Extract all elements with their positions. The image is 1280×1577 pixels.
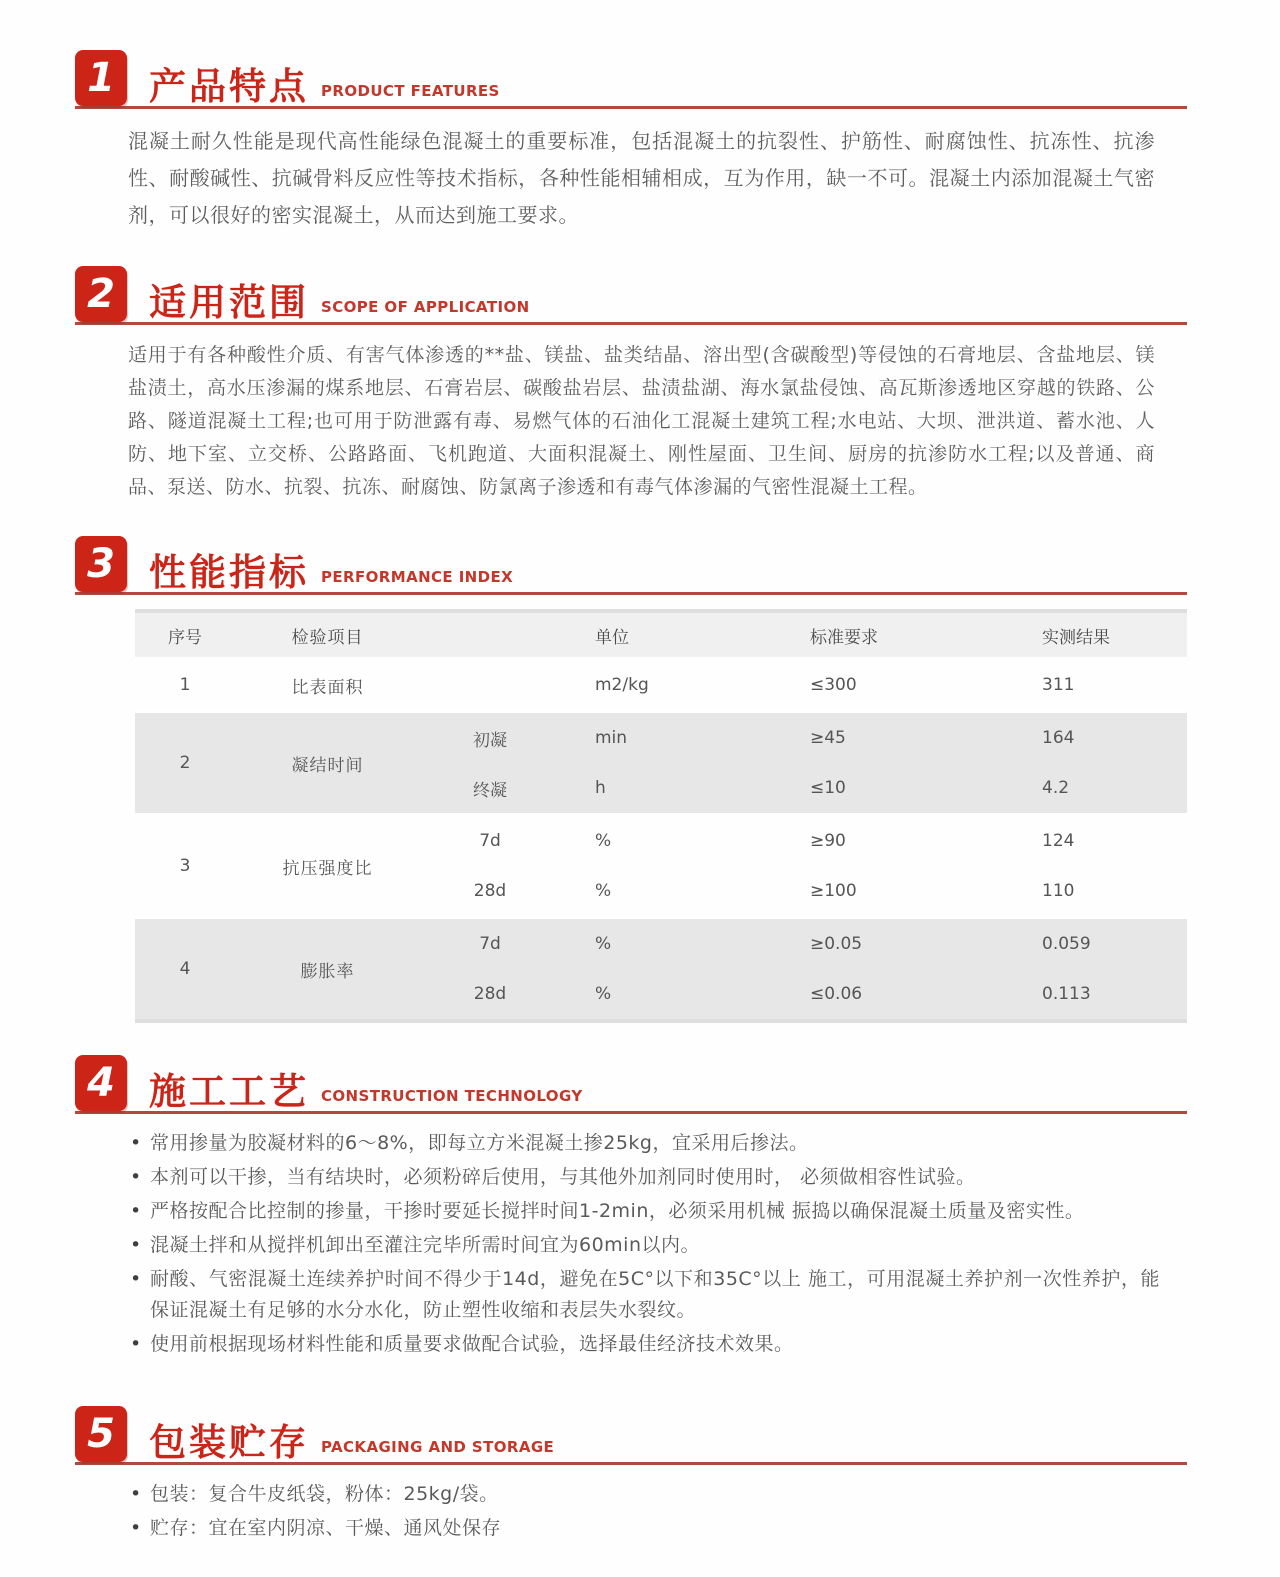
section-scope-of-application bbox=[75, 266, 1280, 504]
cell-requirement: ≥45 bbox=[810, 728, 846, 748]
performance-index-table bbox=[135, 609, 1187, 1023]
section-product-features bbox=[75, 50, 1280, 234]
cell-unit: % bbox=[595, 831, 612, 851]
cell-condition: 7d bbox=[479, 831, 501, 851]
cell-requirement: ≥0.05 bbox=[810, 934, 863, 954]
section-packaging-storage bbox=[75, 1406, 1280, 1544]
cell-requirement: ≤0.06 bbox=[810, 984, 863, 1004]
cell-unit: m2/kg bbox=[595, 675, 649, 695]
table-subrow bbox=[420, 713, 1187, 763]
section-4-title-en: CONSTRUCTION TECHNOLOGY bbox=[321, 1087, 583, 1105]
row-subcolumn bbox=[420, 660, 1187, 710]
cell-requirement: ≤300 bbox=[810, 675, 857, 695]
cell-unit: % bbox=[595, 984, 612, 1004]
cell-unit: h bbox=[595, 778, 606, 798]
section-5-title-en: PACKAGING AND STORAGE bbox=[321, 1438, 555, 1456]
construction-technology-list bbox=[128, 1128, 1160, 1360]
scope-of-application-paragraph: 适用于有各种酸性介质、有害气体渗透的**盐、镁盐、盐类结晶、溶出型(含碳酸型)等侵蚀的石膏地层、含盐地层、镁盐渍土，高水压渗漏的煤系地层、石膏岩层、碳酸盐岩层、盐渍盐湖、海水氯盐侵蚀、高瓦斯渗透地区穿越的铁路、公路、隧道混凝土工程;也可用于防泄露有毒、易燃气体的石油化工混凝土建筑工程;水电站、大坝、泄洪道、蓄水池、人防、地下室、立交桥、公路路面、飞机跑道、大面积混凝土、刚性屋面、卫生间、厨房的抗渗防水工程;以及普通、商品、泵送、防水、抗裂、抗冻、耐腐蚀、防氯离子渗透和有毒气体渗漏的气密性混凝土工程。 bbox=[128, 344, 1155, 498]
section-1-number-badge: 1 bbox=[75, 50, 127, 106]
row-no: 1 bbox=[179, 675, 191, 695]
row-subcolumn bbox=[420, 713, 1187, 813]
list-item: • 耐酸、气密混凝土连续养护时间不得少于14d，避免在5C°以下和35C°以上 施工，可用混凝土养护剂一次性养护，能保证混凝土有足够的水分水化，防止塑性收缩和表层失水裂纹。 bbox=[128, 1264, 1160, 1326]
cell-result: 110 bbox=[1042, 881, 1075, 901]
section-1-title-zh: 产品特点 bbox=[149, 65, 309, 108]
table-subrow bbox=[420, 816, 1187, 866]
cell-condition: 终凝 bbox=[473, 780, 507, 801]
cell-unit: % bbox=[595, 881, 612, 901]
section-performance-index bbox=[75, 536, 1280, 1023]
table-row-specific-surface bbox=[135, 660, 1187, 710]
row-subcolumn bbox=[420, 919, 1187, 1019]
list-item: • 严格按配合比控制的掺量，干掺时要延长搅拌时间1-2min，必须采用机械 振捣以确保混凝土质量及密实性。 bbox=[128, 1196, 1160, 1227]
cell-requirement: ≥100 bbox=[810, 881, 857, 901]
list-item: • 使用前根据现场材料性能和质量要求做配合试验，选择最佳经济技术效果。 bbox=[128, 1329, 1160, 1360]
list-item: • 混凝土拌和从搅拌机卸出至灌注完毕所需时间宜为60min以内。 bbox=[128, 1230, 1160, 1261]
cell-unit: % bbox=[595, 934, 612, 954]
section-2-heading bbox=[75, 266, 1187, 325]
table-row-expansion-rate bbox=[135, 916, 1187, 1019]
section-1-title-en: PRODUCT FEATURES bbox=[321, 82, 500, 100]
cell-condition: 7d bbox=[479, 934, 501, 954]
section-3-title-zh: 性能指标 bbox=[149, 551, 309, 594]
table-row-setting-time bbox=[135, 710, 1187, 813]
row-item: 抗压强度比 bbox=[282, 858, 373, 879]
table-header-item: 检验项目 bbox=[291, 627, 364, 648]
table-header-unit: 单位 bbox=[595, 627, 629, 648]
section-3-heading bbox=[75, 536, 1187, 595]
cell-condition: 初凝 bbox=[473, 730, 507, 751]
table-row-compressive-strength-ratio bbox=[135, 813, 1187, 916]
cell-condition: 28d bbox=[473, 881, 507, 901]
cell-unit: min bbox=[595, 728, 628, 748]
section-4-number-badge: 4 bbox=[75, 1055, 127, 1111]
table-header-result: 实测结果 bbox=[1042, 627, 1110, 648]
row-no: 2 bbox=[179, 753, 191, 773]
section-5-number-badge: 5 bbox=[75, 1406, 127, 1462]
list-item: • 常用掺量为胶凝材料的6～8%，即每立方米混凝土掺25kg，宜采用后掺法。 bbox=[128, 1128, 1160, 1159]
cell-condition: 28d bbox=[473, 984, 507, 1004]
section-4-heading bbox=[75, 1055, 1187, 1114]
list-item: • 本剂可以干掺，当有结块时，必须粉碎后使用，与其他外加剂同时使用时， 必须做相容性试验。 bbox=[128, 1162, 1160, 1193]
product-features-paragraph: 混凝土耐久性能是现代高性能绿色混凝土的重要标准，包括混凝土的抗裂性、护筋性、耐腐蚀性、抗冻性、抗渗性、耐酸碱性、抗碱骨料反应性等技术指标，各种性能相辅相成，互为作用，缺一不可。混凝土内添加混凝土气密剂，可以很好的密实混凝土，从而达到施工要求。 bbox=[128, 129, 1155, 227]
list-item: • 包装：复合牛皮纸袋，粉体：25kg/袋。 bbox=[128, 1479, 1160, 1510]
section-2-title-en: SCOPE OF APPLICATION bbox=[321, 298, 530, 316]
section-3-title-en: PERFORMANCE INDEX bbox=[321, 568, 514, 586]
cell-result: 124 bbox=[1042, 831, 1075, 851]
list-item: • 贮存：宜在室内阴凉、干燥、通风处保存 bbox=[128, 1513, 1160, 1544]
packaging-storage-list bbox=[128, 1479, 1160, 1544]
cell-result: 0.113 bbox=[1042, 984, 1091, 1004]
cell-result: 164 bbox=[1042, 728, 1075, 748]
row-no: 4 bbox=[179, 959, 191, 979]
row-item: 比表面积 bbox=[291, 677, 364, 698]
section-2-number-badge: 2 bbox=[75, 266, 127, 322]
table-subrow bbox=[420, 866, 1187, 916]
table-header-requirement: 标准要求 bbox=[810, 627, 878, 648]
table-header-no: 序号 bbox=[168, 627, 202, 648]
section-construction-technology bbox=[75, 1055, 1280, 1360]
cell-requirement: ≥90 bbox=[810, 831, 846, 851]
table-subrow bbox=[420, 969, 1187, 1019]
table-header-row bbox=[135, 613, 1187, 660]
row-subcolumn bbox=[420, 816, 1187, 916]
section-2-title-zh: 适用范围 bbox=[149, 281, 309, 324]
row-no: 3 bbox=[179, 856, 191, 876]
section-5-title-zh: 包装贮存 bbox=[149, 1421, 309, 1464]
cell-result: 311 bbox=[1042, 675, 1075, 695]
cell-requirement: ≤10 bbox=[810, 778, 846, 798]
row-item: 膨胀率 bbox=[300, 961, 355, 982]
section-5-heading bbox=[75, 1406, 1187, 1465]
section-1-heading bbox=[75, 50, 1187, 109]
cell-result: 0.059 bbox=[1042, 934, 1091, 954]
section-3-number-badge: 3 bbox=[75, 536, 127, 592]
cell-result: 4.2 bbox=[1042, 778, 1070, 798]
table-subrow bbox=[420, 660, 1187, 710]
section-4-title-zh: 施工工艺 bbox=[149, 1070, 309, 1113]
table-subrow bbox=[420, 763, 1187, 813]
table-subrow bbox=[420, 919, 1187, 969]
row-item: 凝结时间 bbox=[291, 755, 364, 776]
